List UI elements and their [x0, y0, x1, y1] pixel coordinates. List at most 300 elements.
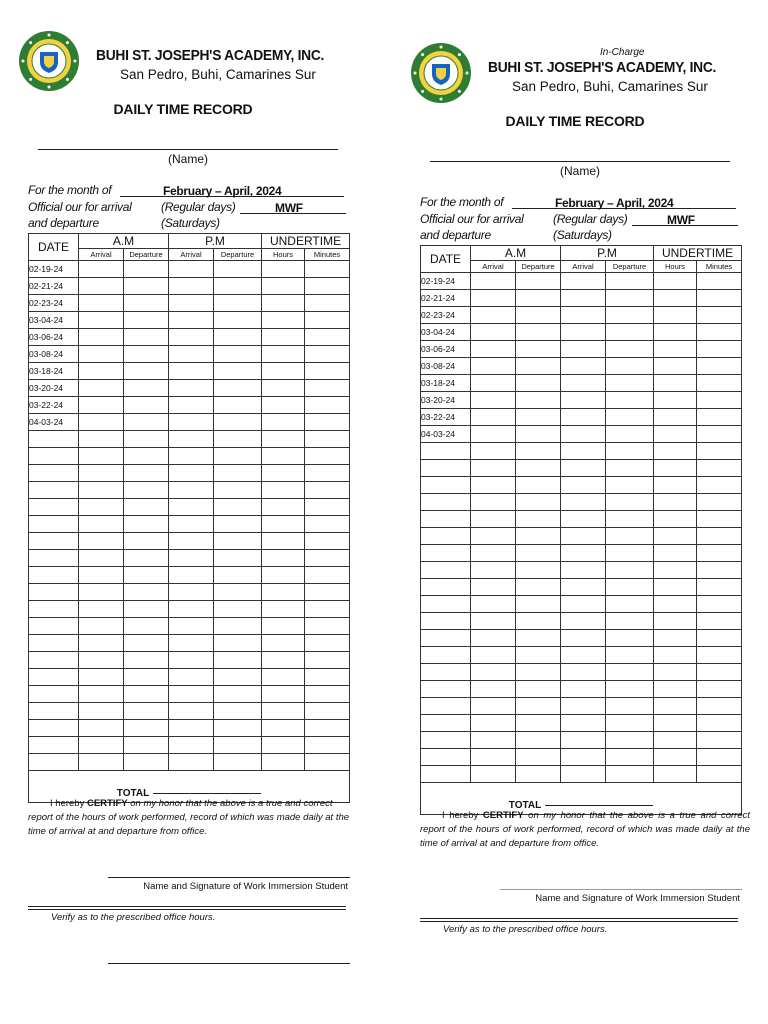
am-departure-cell[interactable] — [124, 737, 169, 754]
hours-cell[interactable] — [654, 545, 697, 562]
pm-arrival-cell[interactable] — [169, 618, 214, 635]
hours-cell[interactable] — [262, 431, 305, 448]
hours-cell[interactable] — [654, 443, 697, 460]
minutes-cell[interactable] — [697, 307, 742, 324]
am-departure-cell[interactable] — [124, 431, 169, 448]
pm-departure-cell[interactable] — [214, 312, 262, 329]
pm-arrival-cell[interactable] — [169, 516, 214, 533]
am-arrival-cell[interactable] — [471, 477, 516, 494]
am-arrival-cell[interactable] — [471, 647, 516, 664]
pm-arrival-cell[interactable] — [169, 652, 214, 669]
minutes-cell[interactable] — [697, 664, 742, 681]
pm-arrival-cell[interactable] — [169, 669, 214, 686]
am-departure-cell[interactable] — [124, 567, 169, 584]
am-departure-cell[interactable] — [124, 550, 169, 567]
am-departure-cell[interactable] — [516, 443, 561, 460]
am-arrival-cell[interactable] — [79, 414, 124, 431]
minutes-cell[interactable] — [697, 443, 742, 460]
hours-cell[interactable] — [654, 647, 697, 664]
pm-arrival-cell[interactable] — [169, 703, 214, 720]
minutes-cell[interactable] — [305, 533, 350, 550]
hours-cell[interactable] — [262, 618, 305, 635]
am-arrival-cell[interactable] — [471, 545, 516, 562]
pm-departure-cell[interactable] — [606, 681, 654, 698]
am-arrival-cell[interactable] — [471, 494, 516, 511]
am-departure-cell[interactable] — [516, 358, 561, 375]
pm-arrival-cell[interactable] — [561, 443, 606, 460]
pm-departure-cell[interactable] — [606, 766, 654, 783]
hours-cell[interactable] — [654, 749, 697, 766]
am-arrival-cell[interactable] — [471, 341, 516, 358]
minutes-cell[interactable] — [697, 630, 742, 647]
hours-cell[interactable] — [262, 754, 305, 771]
am-arrival-cell[interactable] — [79, 499, 124, 516]
am-arrival-cell[interactable] — [79, 533, 124, 550]
pm-arrival-cell[interactable] — [561, 766, 606, 783]
am-arrival-cell[interactable] — [471, 698, 516, 715]
minutes-cell[interactable] — [305, 380, 350, 397]
pm-arrival-cell[interactable] — [169, 754, 214, 771]
pm-arrival-cell[interactable] — [169, 601, 214, 618]
minutes-cell[interactable] — [697, 324, 742, 341]
hours-cell[interactable] — [262, 499, 305, 516]
am-departure-cell[interactable] — [124, 329, 169, 346]
pm-departure-cell[interactable] — [214, 567, 262, 584]
pm-departure-cell[interactable] — [606, 443, 654, 460]
pm-arrival-cell[interactable] — [561, 324, 606, 341]
pm-departure-cell[interactable] — [606, 290, 654, 307]
pm-departure-cell[interactable] — [214, 720, 262, 737]
pm-departure-cell[interactable] — [214, 397, 262, 414]
pm-departure-cell[interactable] — [606, 749, 654, 766]
am-arrival-cell[interactable] — [79, 295, 124, 312]
am-arrival-cell[interactable] — [79, 720, 124, 737]
hours-cell[interactable] — [654, 715, 697, 732]
minutes-cell[interactable] — [697, 749, 742, 766]
am-departure-cell[interactable] — [516, 630, 561, 647]
pm-departure-cell[interactable] — [606, 460, 654, 477]
minutes-cell[interactable] — [697, 766, 742, 783]
am-arrival-cell[interactable] — [79, 584, 124, 601]
pm-arrival-cell[interactable] — [169, 363, 214, 380]
am-arrival-cell[interactable] — [79, 431, 124, 448]
am-departure-cell[interactable] — [516, 613, 561, 630]
minutes-cell[interactable] — [697, 613, 742, 630]
pm-departure-cell[interactable] — [214, 516, 262, 533]
am-arrival-cell[interactable] — [79, 363, 124, 380]
minutes-cell[interactable] — [697, 375, 742, 392]
hours-cell[interactable] — [654, 579, 697, 596]
minutes-cell[interactable] — [697, 494, 742, 511]
am-arrival-cell[interactable] — [79, 329, 124, 346]
am-arrival-cell[interactable] — [471, 375, 516, 392]
am-departure-cell[interactable] — [516, 426, 561, 443]
pm-departure-cell[interactable] — [214, 584, 262, 601]
pm-departure-cell[interactable] — [214, 652, 262, 669]
am-departure-cell[interactable] — [516, 307, 561, 324]
pm-departure-cell[interactable] — [214, 363, 262, 380]
am-arrival-cell[interactable] — [471, 358, 516, 375]
minutes-cell[interactable] — [305, 397, 350, 414]
pm-departure-cell[interactable] — [606, 511, 654, 528]
minutes-cell[interactable] — [305, 278, 350, 295]
pm-departure-cell[interactable] — [606, 647, 654, 664]
minutes-cell[interactable] — [697, 562, 742, 579]
minutes-cell[interactable] — [697, 545, 742, 562]
minutes-cell[interactable] — [697, 681, 742, 698]
minutes-cell[interactable] — [305, 703, 350, 720]
minutes-cell[interactable] — [697, 392, 742, 409]
minutes-cell[interactable] — [305, 635, 350, 652]
pm-departure-cell[interactable] — [214, 618, 262, 635]
am-arrival-cell[interactable] — [79, 601, 124, 618]
am-arrival-cell[interactable] — [79, 346, 124, 363]
am-arrival-cell[interactable] — [471, 528, 516, 545]
pm-departure-cell[interactable] — [606, 545, 654, 562]
hours-cell[interactable] — [262, 669, 305, 686]
pm-departure-cell[interactable] — [606, 324, 654, 341]
am-departure-cell[interactable] — [516, 698, 561, 715]
am-arrival-cell[interactable] — [471, 409, 516, 426]
am-departure-cell[interactable] — [124, 261, 169, 278]
am-departure-cell[interactable] — [516, 392, 561, 409]
pm-departure-cell[interactable] — [214, 533, 262, 550]
am-arrival-cell[interactable] — [471, 664, 516, 681]
hours-cell[interactable] — [654, 613, 697, 630]
hours-cell[interactable] — [654, 375, 697, 392]
pm-arrival-cell[interactable] — [561, 409, 606, 426]
minutes-cell[interactable] — [305, 414, 350, 431]
am-departure-cell[interactable] — [124, 482, 169, 499]
am-departure-cell[interactable] — [516, 715, 561, 732]
pm-arrival-cell[interactable] — [561, 426, 606, 443]
minutes-cell[interactable] — [305, 720, 350, 737]
pm-departure-cell[interactable] — [606, 477, 654, 494]
pm-departure-cell[interactable] — [214, 329, 262, 346]
hours-cell[interactable] — [654, 324, 697, 341]
pm-departure-cell[interactable] — [606, 664, 654, 681]
pm-departure-cell[interactable] — [606, 562, 654, 579]
hours-cell[interactable] — [262, 601, 305, 618]
minutes-cell[interactable] — [697, 341, 742, 358]
am-arrival-cell[interactable] — [471, 630, 516, 647]
hours-cell[interactable] — [262, 380, 305, 397]
pm-arrival-cell[interactable] — [561, 647, 606, 664]
pm-departure-cell[interactable] — [214, 550, 262, 567]
am-arrival-cell[interactable] — [79, 737, 124, 754]
minutes-cell[interactable] — [305, 754, 350, 771]
minutes-cell[interactable] — [305, 669, 350, 686]
am-departure-cell[interactable] — [516, 324, 561, 341]
pm-arrival-cell[interactable] — [169, 312, 214, 329]
pm-arrival-cell[interactable] — [561, 681, 606, 698]
hours-cell[interactable] — [262, 312, 305, 329]
hours-cell[interactable] — [262, 414, 305, 431]
am-departure-cell[interactable] — [124, 703, 169, 720]
am-departure-cell[interactable] — [124, 278, 169, 295]
pm-arrival-cell[interactable] — [169, 346, 214, 363]
am-departure-cell[interactable] — [124, 601, 169, 618]
pm-arrival-cell[interactable] — [169, 431, 214, 448]
pm-arrival-cell[interactable] — [169, 482, 214, 499]
pm-arrival-cell[interactable] — [561, 307, 606, 324]
am-arrival-cell[interactable] — [471, 579, 516, 596]
hours-cell[interactable] — [262, 703, 305, 720]
hours-cell[interactable] — [654, 596, 697, 613]
pm-departure-cell[interactable] — [606, 494, 654, 511]
pm-departure-cell[interactable] — [214, 754, 262, 771]
am-departure-cell[interactable] — [516, 545, 561, 562]
am-arrival-cell[interactable] — [471, 392, 516, 409]
am-departure-cell[interactable] — [516, 732, 561, 749]
hours-cell[interactable] — [262, 482, 305, 499]
am-arrival-cell[interactable] — [471, 749, 516, 766]
am-departure-cell[interactable] — [516, 460, 561, 477]
minutes-cell[interactable] — [305, 431, 350, 448]
am-departure-cell[interactable] — [516, 375, 561, 392]
hours-cell[interactable] — [654, 290, 697, 307]
pm-arrival-cell[interactable] — [169, 414, 214, 431]
pm-arrival-cell[interactable] — [169, 737, 214, 754]
pm-arrival-cell[interactable] — [561, 290, 606, 307]
pm-arrival-cell[interactable] — [561, 545, 606, 562]
am-departure-cell[interactable] — [124, 346, 169, 363]
hours-cell[interactable] — [262, 448, 305, 465]
am-departure-cell[interactable] — [516, 647, 561, 664]
am-arrival-cell[interactable] — [79, 482, 124, 499]
am-arrival-cell[interactable] — [79, 669, 124, 686]
am-arrival-cell[interactable] — [79, 516, 124, 533]
hours-cell[interactable] — [654, 494, 697, 511]
am-arrival-cell[interactable] — [79, 635, 124, 652]
pm-departure-cell[interactable] — [214, 737, 262, 754]
hours-cell[interactable] — [654, 273, 697, 290]
minutes-cell[interactable] — [305, 499, 350, 516]
hours-cell[interactable] — [262, 329, 305, 346]
hours-cell[interactable] — [262, 652, 305, 669]
pm-arrival-cell[interactable] — [561, 613, 606, 630]
minutes-cell[interactable] — [697, 596, 742, 613]
hours-cell[interactable] — [262, 278, 305, 295]
hours-cell[interactable] — [262, 584, 305, 601]
am-departure-cell[interactable] — [124, 533, 169, 550]
pm-arrival-cell[interactable] — [561, 749, 606, 766]
am-departure-cell[interactable] — [516, 749, 561, 766]
minutes-cell[interactable] — [305, 601, 350, 618]
hours-cell[interactable] — [654, 409, 697, 426]
am-departure-cell[interactable] — [124, 652, 169, 669]
pm-arrival-cell[interactable] — [561, 511, 606, 528]
pm-departure-cell[interactable] — [214, 499, 262, 516]
pm-arrival-cell[interactable] — [169, 635, 214, 652]
hours-cell[interactable] — [262, 516, 305, 533]
am-departure-cell[interactable] — [516, 477, 561, 494]
minutes-cell[interactable] — [697, 273, 742, 290]
minutes-cell[interactable] — [305, 295, 350, 312]
am-departure-cell[interactable] — [516, 273, 561, 290]
hours-cell[interactable] — [262, 533, 305, 550]
minutes-cell[interactable] — [697, 511, 742, 528]
minutes-cell[interactable] — [305, 652, 350, 669]
minutes-cell[interactable] — [305, 346, 350, 363]
minutes-cell[interactable] — [305, 550, 350, 567]
am-departure-cell[interactable] — [516, 681, 561, 698]
pm-departure-cell[interactable] — [606, 630, 654, 647]
pm-arrival-cell[interactable] — [561, 732, 606, 749]
pm-arrival-cell[interactable] — [561, 273, 606, 290]
pm-arrival-cell[interactable] — [169, 278, 214, 295]
pm-arrival-cell[interactable] — [561, 392, 606, 409]
hours-cell[interactable] — [654, 664, 697, 681]
pm-departure-cell[interactable] — [214, 295, 262, 312]
am-arrival-cell[interactable] — [79, 550, 124, 567]
pm-departure-cell[interactable] — [214, 380, 262, 397]
pm-arrival-cell[interactable] — [169, 261, 214, 278]
am-arrival-cell[interactable] — [471, 426, 516, 443]
am-departure-cell[interactable] — [516, 596, 561, 613]
pm-departure-cell[interactable] — [606, 426, 654, 443]
minutes-cell[interactable] — [697, 290, 742, 307]
pm-arrival-cell[interactable] — [169, 397, 214, 414]
am-departure-cell[interactable] — [516, 579, 561, 596]
hours-cell[interactable] — [654, 511, 697, 528]
pm-departure-cell[interactable] — [214, 414, 262, 431]
minutes-cell[interactable] — [697, 715, 742, 732]
am-arrival-cell[interactable] — [79, 754, 124, 771]
am-departure-cell[interactable] — [124, 295, 169, 312]
am-departure-cell[interactable] — [124, 635, 169, 652]
hours-cell[interactable] — [262, 720, 305, 737]
minutes-cell[interactable] — [697, 698, 742, 715]
pm-arrival-cell[interactable] — [561, 460, 606, 477]
minutes-cell[interactable] — [697, 460, 742, 477]
pm-departure-cell[interactable] — [606, 698, 654, 715]
minutes-cell[interactable] — [697, 426, 742, 443]
pm-arrival-cell[interactable] — [561, 477, 606, 494]
pm-departure-cell[interactable] — [606, 358, 654, 375]
pm-arrival-cell[interactable] — [561, 630, 606, 647]
minutes-cell[interactable] — [305, 737, 350, 754]
am-arrival-cell[interactable] — [471, 273, 516, 290]
am-arrival-cell[interactable] — [79, 312, 124, 329]
minutes-cell[interactable] — [697, 528, 742, 545]
hours-cell[interactable] — [262, 295, 305, 312]
pm-arrival-cell[interactable] — [169, 499, 214, 516]
am-departure-cell[interactable] — [124, 516, 169, 533]
am-arrival-cell[interactable] — [79, 380, 124, 397]
am-arrival-cell[interactable] — [79, 618, 124, 635]
hours-cell[interactable] — [654, 392, 697, 409]
minutes-cell[interactable] — [305, 584, 350, 601]
pm-departure-cell[interactable] — [214, 601, 262, 618]
minutes-cell[interactable] — [305, 329, 350, 346]
pm-arrival-cell[interactable] — [169, 720, 214, 737]
am-arrival-cell[interactable] — [79, 397, 124, 414]
pm-arrival-cell[interactable] — [169, 533, 214, 550]
am-arrival-cell[interactable] — [79, 567, 124, 584]
am-departure-cell[interactable] — [516, 511, 561, 528]
am-departure-cell[interactable] — [124, 720, 169, 737]
am-arrival-cell[interactable] — [471, 766, 516, 783]
minutes-cell[interactable] — [697, 579, 742, 596]
minutes-cell[interactable] — [305, 482, 350, 499]
minutes-cell[interactable] — [305, 686, 350, 703]
pm-departure-cell[interactable] — [214, 482, 262, 499]
pm-departure-cell[interactable] — [606, 307, 654, 324]
pm-departure-cell[interactable] — [606, 715, 654, 732]
pm-arrival-cell[interactable] — [169, 295, 214, 312]
hours-cell[interactable] — [654, 528, 697, 545]
am-arrival-cell[interactable] — [79, 261, 124, 278]
am-departure-cell[interactable] — [516, 290, 561, 307]
hours-cell[interactable] — [262, 346, 305, 363]
pm-departure-cell[interactable] — [606, 375, 654, 392]
am-departure-cell[interactable] — [124, 448, 169, 465]
pm-departure-cell[interactable] — [606, 613, 654, 630]
am-departure-cell[interactable] — [124, 363, 169, 380]
am-departure-cell[interactable] — [124, 669, 169, 686]
am-departure-cell[interactable] — [124, 754, 169, 771]
am-departure-cell[interactable] — [516, 528, 561, 545]
pm-arrival-cell[interactable] — [169, 380, 214, 397]
am-arrival-cell[interactable] — [471, 460, 516, 477]
am-arrival-cell[interactable] — [471, 307, 516, 324]
minutes-cell[interactable] — [697, 732, 742, 749]
pm-departure-cell[interactable] — [214, 261, 262, 278]
hours-cell[interactable] — [654, 477, 697, 494]
hours-cell[interactable] — [262, 686, 305, 703]
minutes-cell[interactable] — [305, 312, 350, 329]
minutes-cell[interactable] — [697, 477, 742, 494]
pm-arrival-cell[interactable] — [561, 596, 606, 613]
pm-departure-cell[interactable] — [214, 703, 262, 720]
pm-departure-cell[interactable] — [606, 341, 654, 358]
pm-departure-cell[interactable] — [606, 596, 654, 613]
am-arrival-cell[interactable] — [471, 443, 516, 460]
hours-cell[interactable] — [262, 567, 305, 584]
am-departure-cell[interactable] — [124, 499, 169, 516]
hours-cell[interactable] — [654, 698, 697, 715]
pm-arrival-cell[interactable] — [169, 567, 214, 584]
pm-departure-cell[interactable] — [606, 528, 654, 545]
pm-departure-cell[interactable] — [606, 273, 654, 290]
minutes-cell[interactable] — [305, 261, 350, 278]
minutes-cell[interactable] — [697, 647, 742, 664]
hours-cell[interactable] — [262, 550, 305, 567]
pm-arrival-cell[interactable] — [561, 562, 606, 579]
am-arrival-cell[interactable] — [471, 290, 516, 307]
pm-arrival-cell[interactable] — [561, 341, 606, 358]
pm-departure-cell[interactable] — [214, 346, 262, 363]
am-departure-cell[interactable] — [516, 494, 561, 511]
minutes-cell[interactable] — [697, 409, 742, 426]
am-arrival-cell[interactable] — [79, 448, 124, 465]
pm-arrival-cell[interactable] — [561, 494, 606, 511]
am-arrival-cell[interactable] — [471, 562, 516, 579]
hours-cell[interactable] — [654, 630, 697, 647]
am-departure-cell[interactable] — [124, 397, 169, 414]
minutes-cell[interactable] — [305, 448, 350, 465]
am-departure-cell[interactable] — [516, 766, 561, 783]
am-departure-cell[interactable] — [124, 380, 169, 397]
hours-cell[interactable] — [654, 460, 697, 477]
am-arrival-cell[interactable] — [471, 613, 516, 630]
am-departure-cell[interactable] — [124, 618, 169, 635]
am-departure-cell[interactable] — [124, 686, 169, 703]
pm-arrival-cell[interactable] — [561, 528, 606, 545]
pm-departure-cell[interactable] — [606, 392, 654, 409]
pm-arrival-cell[interactable] — [169, 550, 214, 567]
